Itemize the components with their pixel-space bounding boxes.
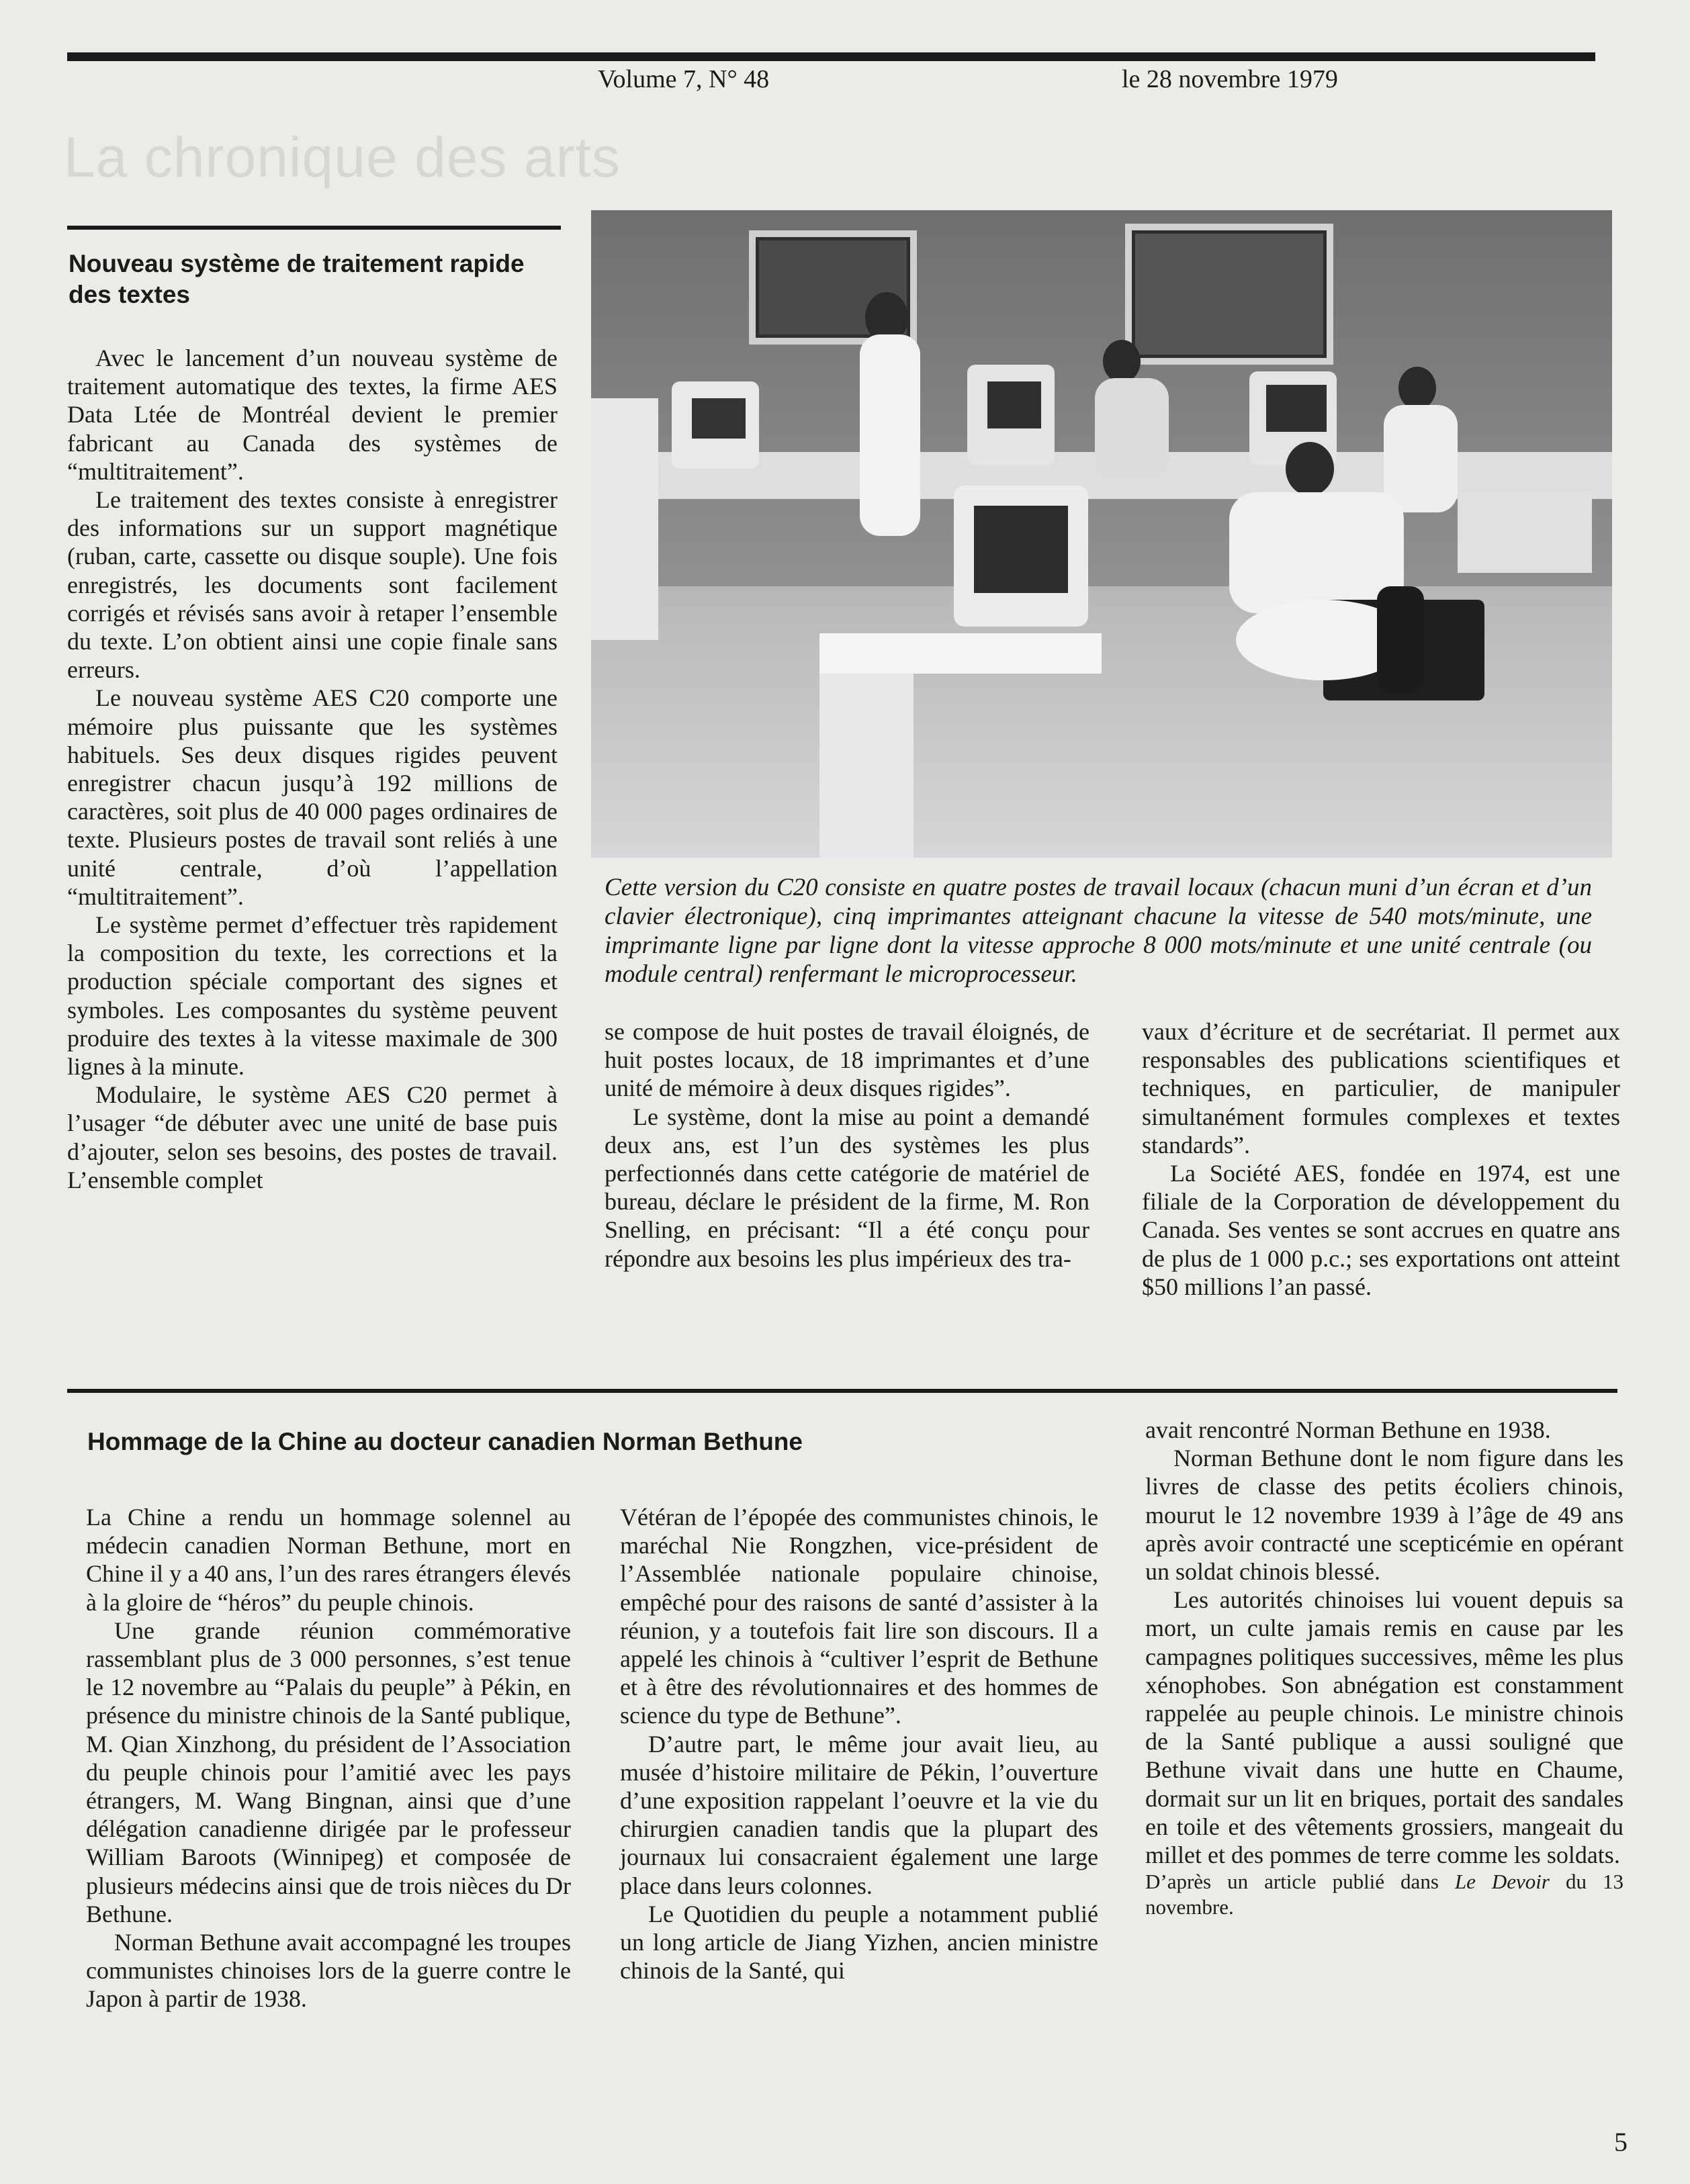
paragraph: Norman Bethune dont le nom figure dans les livres de classe des petits écoliers chinois, mourut le 12 novembre 1939 à l’âge de 49 ans après avoir contracté une scepticémie en opérant un soldat chinois blessé. [1145,1445,1624,1586]
office-photo [591,210,1612,858]
paragraph: vaux d’écriture et de secrétariat. Il permet aux responsables des publications scientifiques et techniques, en particulier, de manipuler simultanément formules complexes et textes standards”. [1142,1018,1620,1158]
paragraph: Les autorités chinoises lui vouent depuis sa mort, un culte jamais remis en cause par les campagnes politiques successives, même les plus xénophobes. Son abnégation est constamment rappelée au peuple chinois. Le ministre chinois de la Santé publique a aussi souligné que Bethune vivait dans une hutte en Chaume, dormait sur un lit en briques, portait des sandales en toile et des vêtements grossiers, mangeait du millet et des pommes de terre comme les soldats. [1145,1586,1624,1869]
volume-number: Volume 7, N° 48 [598,65,770,93]
paragraph: La Chine a rendu un hommage solennel au médecin canadien Norman Bethune, mort en Chine il y a 40 ans, l’un des rares étrangers élevés à la gloire de “héros” du peuple chinois. [86,1504,571,1616]
source-credit [1145,1869,1624,1920]
credit-source: Le Devoir [1454,1870,1550,1894]
paragraph: Le système permet d’effectuer très rapidement la composition du texte, les corrections et la production spéciale comportant des signes et symboles. Les composantes du système peuvent produire des textes à la vitesse maximale de 300 lignes à la minute. [67,911,558,1081]
article2-column-1 [86,1503,571,2013]
paragraph: Norman Bethune avait accompagné les troupes communistes chinoises lors de la guerre contre le Japon à partir de 1938. [86,1929,571,2013]
article2-rule [67,1389,1617,1393]
paragraph: Une grande réunion commémorative rassemblant plus de 3 000 personnes, s’est tenue le 12 novembre au “Palais du peuple” à Pékin, en présence du ministre chinois de la Santé publique, M. Qian Xinzhong, du président de l’Association du peuple chinois pour l’amitié avec les pays étrangers, M. Wang Bingnan, ainsi que d’une délégation canadienne dirigée par le professeur William Baroots (Winnipeg) et composée de plusieurs médecins ainsi que de trois nièces du Dr Bethune. [86,1617,571,1927]
paragraph: Vétéran de l’épopée des communistes chinois, le maréchal Nie Rongzhen, vice-président de l’Assemblée nationale populaire chinoise, empêché pour des raisons de santé d’assister à la réunion, y a toutefois fait lire son discours. Il a appelé les chinois à “cultiver l’esprit de Bethune et à être des révolutionnaires et des hommes de science du type de Bethune”. [620,1504,1098,1729]
article1-rule [67,226,561,230]
paragraph: Avec le lancement d’un nouveau système de traitement automatique des textes, la firme AES Data Ltée de Montréal devient le premier fabricant au Canada des systèmes de “multitraitement”. [67,345,558,485]
issue-date: le 28 novembre 1979 [1122,65,1338,93]
article2-column-2 [620,1503,1098,1985]
paragraph: Le traitement des textes consiste à enregistrer des informations sur un support magnétique (ruban, carte, cassette ou disque souple). Une fois enregistrés, les documents sont facilement corrigés et révisés sans avoir à retaper l’ensemble du texte. L’on obtient ainsi une copie finale sans erreurs. [67,486,558,684]
article2-headline: Hommage de la Chine au docteur canadien Norman Bethune [87,1428,803,1455]
paragraph: Le Quotidien du peuple a notamment publié un long article de Jiang Yizhen, ancien ministre chinois de la Santé, qui [620,1900,1098,1985]
credit-suffix: du 13 novembre. [1145,1870,1624,1919]
top-rule [67,52,1595,61]
bleed-through-title: La chronique des arts [64,126,621,189]
paragraph: Modulaire, le système AES C20 permet à l’usager “de débuter avec une unité de base puis d’ajouter, selon ses besoins, des postes de travail. L’ensemble complet [67,1081,558,1193]
paragraph: Le nouveau système AES C20 comporte une mémoire plus puissante que les systèmes habituels. Ses deux disques rigides peuvent enregistrer chacun jusqu’à 192 millions de caractères, soit plus de 40 000 pages ordinaires de texte. Plusieurs postes de travail sont reliés à une unité centrale, d’où l’appellation “multitraitement”. [67,684,558,910]
article1-column-1 [67,344,558,1194]
article2-column-3 [1145,1416,1624,1920]
paragraph: se compose de huit postes de travail éloignés, de huit postes locaux, de 18 imprimantes et d’une unité de mémoire à deux disques rigides”. [605,1018,1089,1102]
article1-column-3 [1142,1017,1620,1301]
photo-caption: Cette version du C20 consiste en quatre postes de travail locaux (chacun muni d’un écran et d’un clavier électronique), cinq imprimantes atteignant chacune la vitesse de 540 mots/minute, une imprimante ligne par ligne dont la vitesse approche 8 000 mots/minute et une unité centrale (ou module central) renfermant le microprocesseur. [605,874,1592,988]
article1-column-2 [605,1017,1089,1273]
credit-prefix: D’après un article publié dans [1145,1870,1455,1894]
paragraph: La Société AES, fondée en 1974, est une filiale de la Corporation de développement du Canada. Ses ventes se sont accrues en quatre ans de plus de 1 000 p.c.; ses exportations ont atteint $50 millions l’an passé. [1142,1160,1620,1300]
paragraph: Le système, dont la mise au point a demandé deux ans, est l’un des systèmes les plus perfectionnés dans cette catégorie de matériel de bureau, déclare le président de la firme, M. Ron Snelling, en précisant: “Il a été conçu pour répondre aux besoins les plus impérieux des tra- [605,1103,1089,1272]
article1-headline: Nouveau système de traitement rapide des textes [69,250,525,308]
paragraph: D’autre part, le même jour avait lieu, au musée d’histoire militaire de Pékin, l’ouverture d’une exposition rappelant l’oeuvre et la vie du chirurgien canadien tandis que la plupart des journaux lui consacraient également une large place dans leurs colonnes. [620,1730,1098,1899]
paragraph: avait rencontré Norman Bethune en 1938. [1145,1416,1551,1443]
page-number: 5 [1614,2127,1628,2157]
